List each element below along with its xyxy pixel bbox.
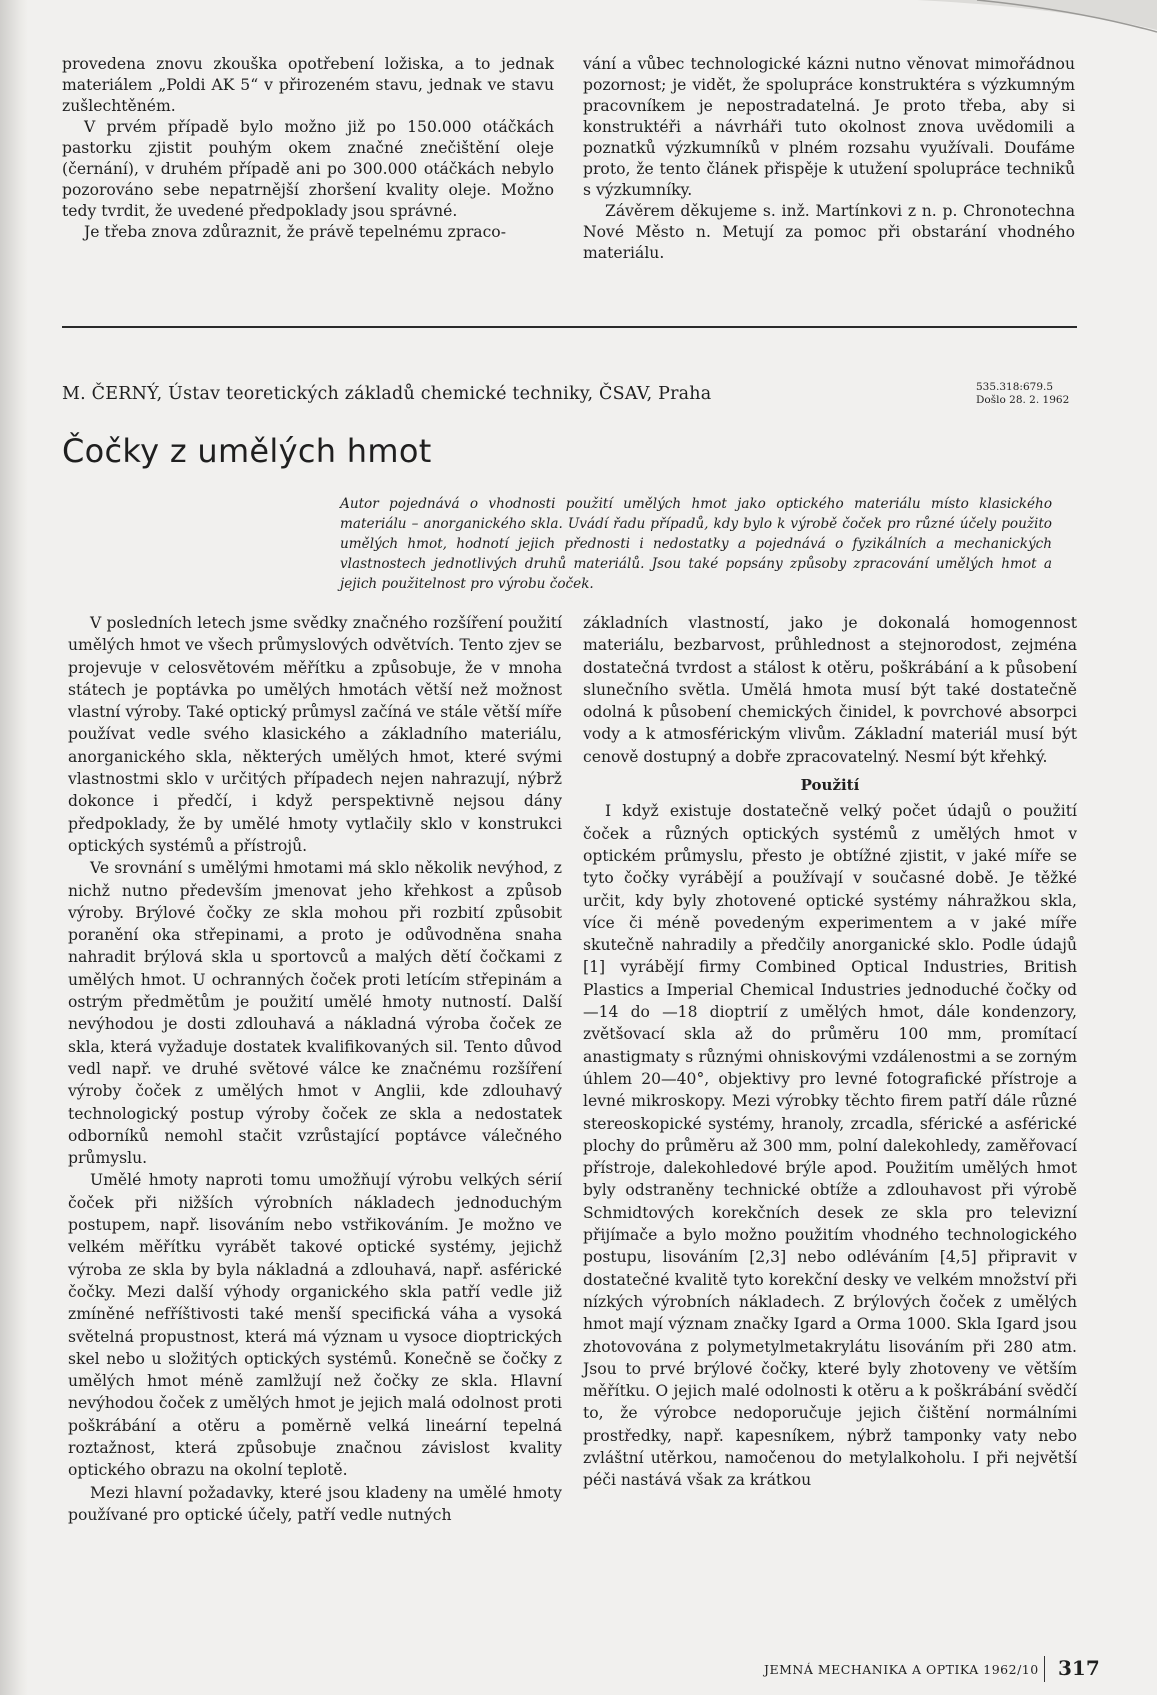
body-right-column bbox=[583, 612, 1077, 1492]
section-heading: Použití bbox=[800, 776, 860, 795]
paragraph: provedena znovu zkouška opotřebení ložiska, a to jednak materiálem „Poldi AK 5“ v přirozeném stavu, jednak ve stavu zušlechtěném. bbox=[62, 55, 554, 115]
page-corner-curl bbox=[917, 0, 1157, 50]
paragraph: Je třeba znova zdůraznit, že právě tepelnému zpraco- bbox=[84, 223, 506, 241]
page-footer bbox=[764, 1656, 1100, 1684]
paragraph: I když existuje dostatečně velký počet údajů o použití čoček a různých optických systémů z umělých hmot v optickém průmyslu, přesto je obtížné zjistit, v jaké míře se tyto čočky vyrábějí a používají v současné době. Je těžké určit, kdy byly zhotovené optické systémy náhražkou skla, více či méně povedeným experimentem a v jaké míře skutečně nahradily a předčily anorganické sklo. Podle údajů [1] vyrábějí firmy Combined Optical Industries, British Plastics a Imperial Chemical Industries jednoduché čočky od —14 do —18 dioptrií z umělých hmot, dále kondenzory, zvětšovací skla až do průměru 100 mm, promítací anastigmaty s různými ohniskovými vzdálenostmi a se zorným úhlem 20—40°, objektivy pro levné fotografické přístroje a levné mikroskopy. Mezi výrobky těchto firem patří dále různé stereoskopické systémy, hranoly, zrcadla, sférické a asférické plochy do průměru až 300 mm, polní dalekohledy, zaměřovací přístroje, dalekohledové brýle apod. Použitím umělých hmot byly odstraněny technické obtíže a zdlouhavost při výrobě Schmidtových korekčních desek ze skla pro televizní přijímače a bylo možno použitím vhodného technologického postupu, lisováním [2,3] nebo odléváním [4,5] připravit v dostatečné kvalitě tyto korekční desky ve velkém množství při nízkých výrobních nákladech. Z brýlových čoček z umělých hmot mají význam značky Igard a Orma 1000. Skla Igard jsou zhotovována z polymetylmetakrylátu lisováním při 280 atm. Jsou to prvé brýlové čočky, které byly zhotoveny ve větším měřítku. O jejich malé odolnosti k otěru a k poškrábání svědčí to, že výrobce nedoporučuje jejich čištění normálními prostředky, např. kapesníkem, nýbrž tamponky vaty nebo zvláštní utěrkou, namočenou do metylalkoholu. I při největší péči nastává však za krátkou bbox=[583, 802, 1077, 1490]
paragraph: základních vlastností, jako je dokonalá homogennost materiálu, bezbarvost, průhlednost a stejnorodost, zejména dostatečná tvrdost a stálost k otěru, poškrábání a k působení slunečního světla. Umělá hmota musí být také dostatečně odolná k působení chemických činidel, k povrchové absorpci vody a k atmosférickým vlivům. Základní materiál musí být cenově dostupný a dobře zpracovatelný. Nesmí být křehký. bbox=[583, 614, 1077, 766]
received-date: Došlo 28. 2. 1962 bbox=[976, 394, 1070, 406]
paragraph: V prvém případě bylo možno již po 150.000 otáčkách pastorku zjistit pouhým okem značné znečištění oleje (černání), v druhém případě ani po 300.000 otáčkách nebylo pozorováno sebe nepatrnější zhoršení kvality oleje. Možno tedy tvrdit, že uvedené předpoklady jsou správné. bbox=[62, 118, 554, 220]
author-line: M. ČERNÝ, Ústav teoretických základů chemické techniky, ČSAV, Praha bbox=[62, 384, 712, 404]
journal-name: JEMNÁ MECHANIKA A OPTIKA 1962/10 bbox=[764, 1662, 1039, 1677]
article-abstract: Autor pojednává o vhodnosti použití umělých hmot jako optického materiálu místo klasického materiálu – anorganického skla. Uvádí řadu případů, kdy bylo k výrobě čoček pro různé účely použito umělých hmot, hodnotí jejich přednosti i nedostatky a pojednává o fyzikálních a mechanických vlastnostech jednotlivých druhů materiálů. Jsou také popsány způsoby zpracování umělých hmot a jejich použitelnost pro výrobu čoček. bbox=[340, 496, 1052, 592]
section-divider bbox=[62, 326, 1077, 328]
continued-text-left-column bbox=[62, 54, 554, 243]
paragraph: Závěrem děkujeme s. inž. Martínkovi z n. p. Chronotechna Nové Město n. Metují za pomoc při obstarání vhodného materiálu. bbox=[583, 202, 1075, 262]
body-left-column bbox=[68, 612, 562, 1526]
paragraph: vání a vůbec technologické kázni nutno věnovat mimořádnou pozornost; je vidět, že spolupráce konstruktéra s výzkumným pracovníkem je nepostradatelná. Je proto třeba, aby si konstruktéři a návrháři tuto okolnost znova uvědomili a poznatků výzkumníků v plném rozsahu využívali. Doufáme proto, že tento článek přispěje k utužení spolupráce techniků s výzkumníky. bbox=[583, 55, 1075, 199]
paragraph: Mezi hlavní požadavky, které jsou kladeny na umělé hmoty používané pro optické účely, patří vedle nutných bbox=[68, 1483, 562, 1524]
binding-shadow bbox=[0, 0, 28, 1695]
page-number: 317 bbox=[1058, 1656, 1100, 1680]
footer-separator bbox=[1044, 1656, 1045, 1682]
paragraph: Umělé hmoty naproti tomu umožňují výrobu velkých sérií čoček při nižších výrobních nákladech jednoduchým postupem, např. lisováním nebo vstřikováním. Je možno ve velkém měřítku vyrábět takové optické systémy, jejichž výroba ze skla by byla nákladná a zdlouhavá, např. asférické čočky. Mezi další výhody organického skla patří vedle již zmíněné nefříštivosti také menší specifická váha a vysoká světelná propustnost, která má význam u vysoce dioptrických skel nebo u složitých optických systémů. Konečně se čočky z umělých hmot méně zamlžují než čočky ze skla. Hlavní nevýhodou čoček z umělých hmot je jejich malá odolnost proti poškrábání a otěru a poměrně velká lineární tepelná roztažnost, která způsobuje značnou závislost kvality optického obrazu na okolní teplotě. bbox=[68, 1171, 562, 1480]
article-title: Čočky z umělých hmot bbox=[62, 432, 432, 470]
udc-code: 535.318:679.5 bbox=[976, 381, 1054, 393]
paragraph: Ve srovnání s umělými hmotami má sklo několik nevýhod, z nichž nutno především jmenovat jeho křehkost a způsob výroby. Brýlové čočky ze skla mohou při rozbití způsobit poranění oka střepinami, a proto je odůvodněna snaha nahradit brýlová skla u sportovců a malých dětí čočkami z umělých hmot. U ochranných čoček proti letícím střepinám a ostrým předmětům je použití umělé hmoty nutností. Další nevýhodou je dosti zdlouhavá a nákladná výroba čoček ze skla, která vyžaduje dostatek kvalifikovaných sil. Tento důvod vedl např. ve druhé světové válce ke značnému rozšíření výroby čoček z umělých hmot v Anglii, kde zdlouhavý technologický postup výroby čoček ze skla a nedostatek odborníků nemohl stačit vzrůstající poptávce válečného průmyslu. bbox=[68, 859, 562, 1168]
article-metadata bbox=[976, 381, 1086, 407]
continued-text-right-column bbox=[583, 54, 1075, 264]
paragraph: V posledních letech jsme svědky značného rozšíření použití umělých hmot ve všech průmyslových odvětvích. Tento zjev se projevuje v celosvětovém měřítku a způsobuje, že v mnoha státech je poptávka po umělých hmotách větší než možnost vlastní výroby. Také optický průmysl začíná ve stále větší míře používat vedle svého klasického a základního materiálu, anorganického skla, některých umělých hmot, které svými vlastnostmi sklo v určitých případech nejen nahrazují, nýbrž dokonce i předčí, i když perspektivně nejsou dány předpoklady, že by umělé hmoty vytlačily sklo v konstrukci optických systémů a přístrojů. bbox=[68, 614, 562, 855]
